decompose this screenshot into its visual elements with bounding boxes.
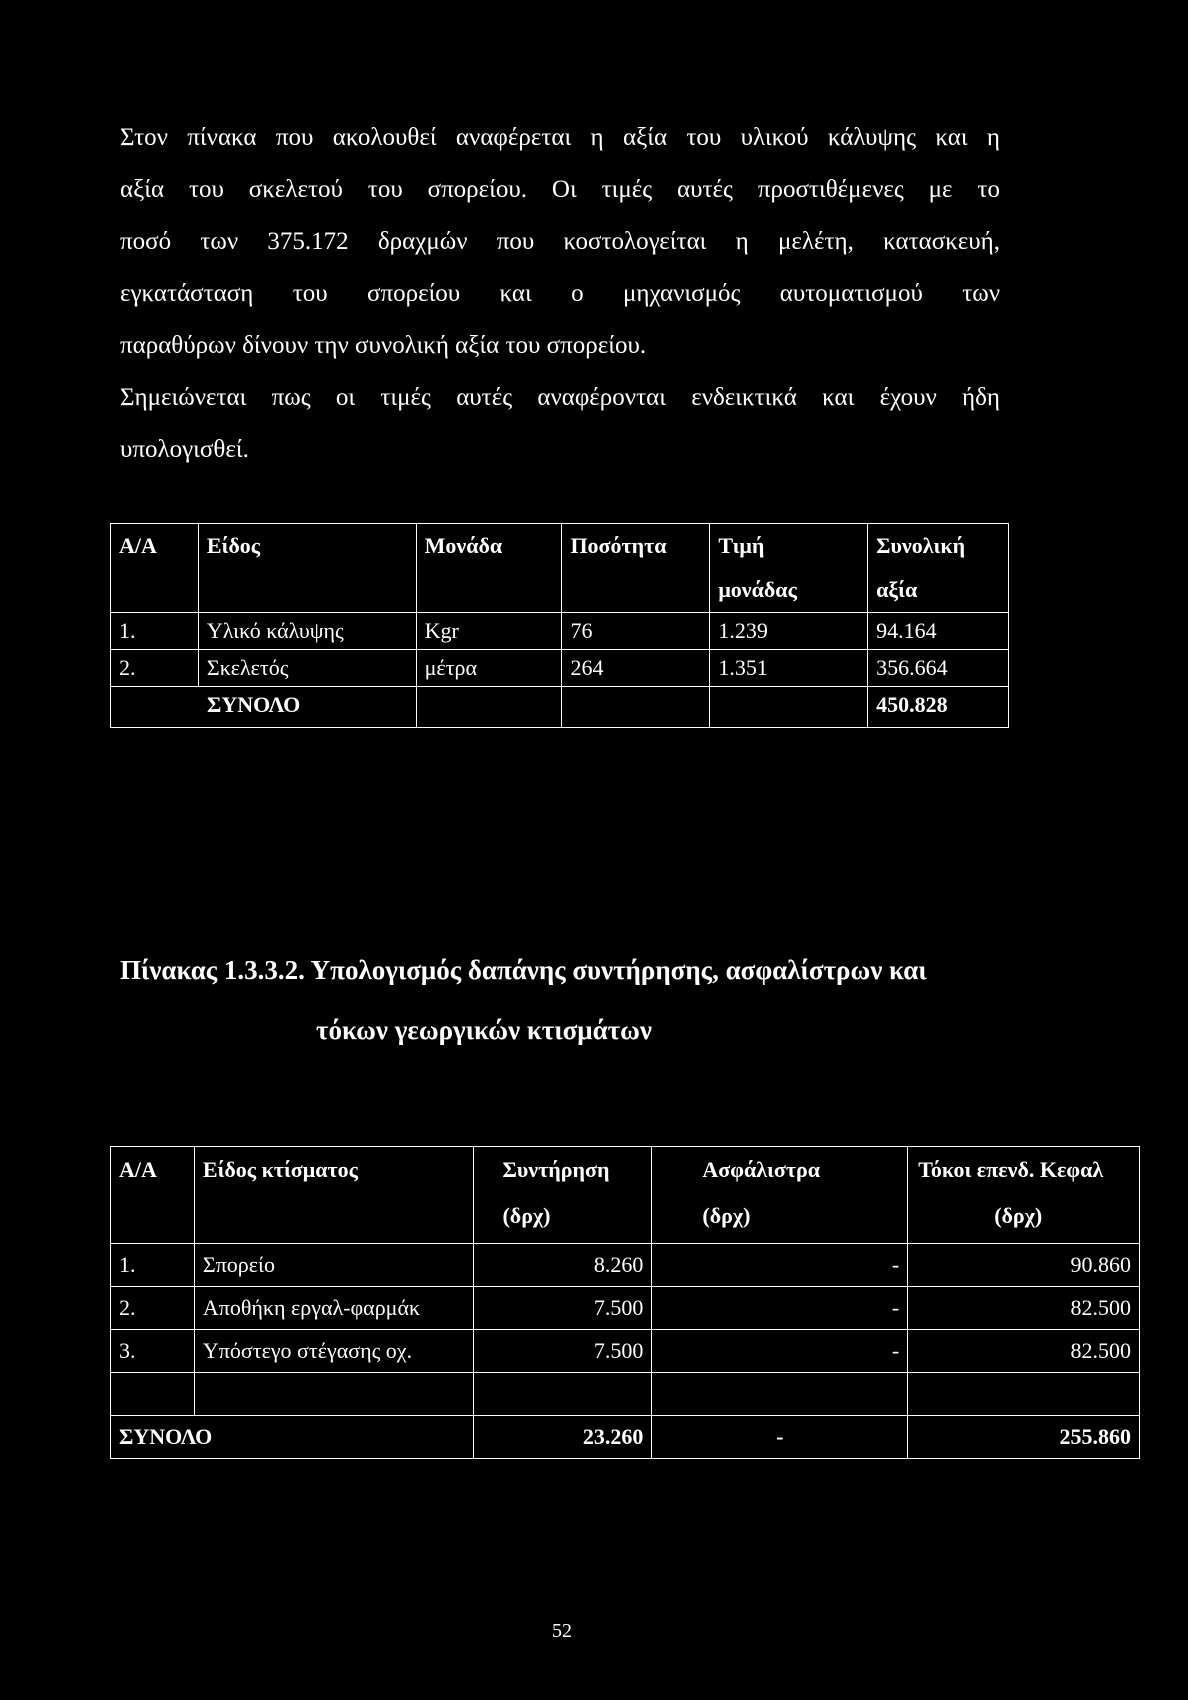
cell-total-value: 356.664 [868, 650, 1009, 687]
total-label: ΣΥΝΟΛΟ [111, 1416, 474, 1459]
table-empty-row [111, 1373, 1140, 1416]
cell-total-value: 94.164 [868, 613, 1009, 650]
total-maintenance: 23.260 [474, 1416, 652, 1459]
cell-index: 3. [111, 1330, 195, 1373]
table-caption [120, 940, 1020, 1060]
table-row [111, 650, 1009, 687]
empty-cell [474, 1373, 652, 1416]
cell-unit-price: 1.351 [710, 650, 868, 687]
cell-maintenance: 8.260 [474, 1244, 652, 1287]
header-cell: Ασφάλιστρα (δρχ) [652, 1147, 908, 1244]
cell-building: Υπόστεγο στέγασης οχ. [194, 1330, 474, 1373]
intro-line: εγκατάσταση του σπορείου και ο μηχανισμός αυτοματισμού των [120, 280, 1000, 307]
header-cell: Α/Α [111, 524, 199, 613]
header-cell: Τιμή μονάδας [710, 524, 868, 613]
intro-line: υπολογισθεί. [120, 436, 249, 463]
empty-cell [562, 687, 710, 728]
table-total-row [111, 1416, 1140, 1459]
header-cell: Είδος κτίσματος [194, 1147, 474, 1244]
cell-insurance: - [652, 1287, 908, 1330]
page-number: 52 [552, 1620, 572, 1642]
header-cell: Συνολική αξία [868, 524, 1009, 613]
cell-unit: μέτρα [416, 650, 562, 687]
header-cell: Συντήρηση (δρχ) [474, 1147, 652, 1244]
cost-table [110, 523, 1009, 728]
cell-item: Σκελετός [198, 650, 416, 687]
table-row [111, 1244, 1140, 1287]
header-cell: Τόκοι επενδ. Κεφαλ (δρχ) [908, 1147, 1140, 1244]
header-cell: Α/Α [111, 1147, 195, 1244]
caption-line-2: τόκων γεωργικών κτισμάτων [316, 1015, 652, 1045]
intro-line: αξία του σκελετού του σπορείου. Οι τιμές αυτές προστιθέμενες με το [120, 176, 1000, 203]
intro-line: παραθύρων δίνουν την συνολική αξία του σπορείου. [120, 332, 647, 359]
cell-interest: 82.500 [908, 1330, 1140, 1373]
empty-cell [111, 1373, 195, 1416]
header-cell: Μονάδα [416, 524, 562, 613]
cell-insurance: - [652, 1244, 908, 1287]
cell-maintenance: 7.500 [474, 1330, 652, 1373]
total-insurance: - [652, 1416, 908, 1459]
cell-index: 2. [111, 1287, 195, 1330]
cell-index: 1. [111, 1244, 195, 1287]
intro-paragraph [120, 112, 1000, 476]
intro-line: ποσό των 375.172 δραχμών που κοστολογείται η μελέτη, κατασκευή, [120, 228, 1000, 255]
cell-quantity: 264 [562, 650, 710, 687]
empty-cell [710, 687, 868, 728]
caption-line-1: Πίνακας 1.3.3.2. Υπολογισμός δαπάνης συντήρησης, ασφαλίστρων και [120, 955, 927, 985]
table-row [111, 613, 1009, 650]
cell-building: Αποθήκη εργαλ-φαρμάκ [194, 1287, 474, 1330]
empty-cell [908, 1373, 1140, 1416]
maintenance-table [110, 1146, 1140, 1459]
empty-cell [652, 1373, 908, 1416]
table-header-row [111, 1147, 1140, 1244]
intro-line: Στον πίνακα που ακολουθεί αναφέρεται η αξία του υλικού κάλυψης και η [120, 124, 1000, 151]
empty-cell [194, 1373, 474, 1416]
cell-building: Σπορείο [194, 1244, 474, 1287]
cell-index: 2. [111, 650, 199, 687]
cell-index: 1. [111, 613, 199, 650]
cell-item: Υλικό κάλυψης [198, 613, 416, 650]
cell-unit-price: 1.239 [710, 613, 868, 650]
header-cell: Είδος [198, 524, 416, 613]
total-interest: 255.860 [908, 1416, 1140, 1459]
header-cell: Ποσότητα [562, 524, 710, 613]
table-row [111, 1330, 1140, 1373]
table-total-row [111, 687, 1009, 728]
cell-insurance: - [652, 1330, 908, 1373]
table-row [111, 1287, 1140, 1330]
intro-line: Σημειώνεται πως οι τιμές αυτές αναφέρονται ενδεικτικά και έχουν ήδη [120, 384, 1000, 411]
cell-maintenance: 7.500 [474, 1287, 652, 1330]
empty-cell [416, 687, 562, 728]
table-header-row [111, 524, 1009, 613]
cell-interest: 82.500 [908, 1287, 1140, 1330]
cell-quantity: 76 [562, 613, 710, 650]
cell-interest: 90.860 [908, 1244, 1140, 1287]
cell-unit: Kgr [416, 613, 562, 650]
total-value: 450.828 [868, 687, 1009, 728]
total-label: ΣΥΝΟΛΟ [111, 687, 417, 728]
